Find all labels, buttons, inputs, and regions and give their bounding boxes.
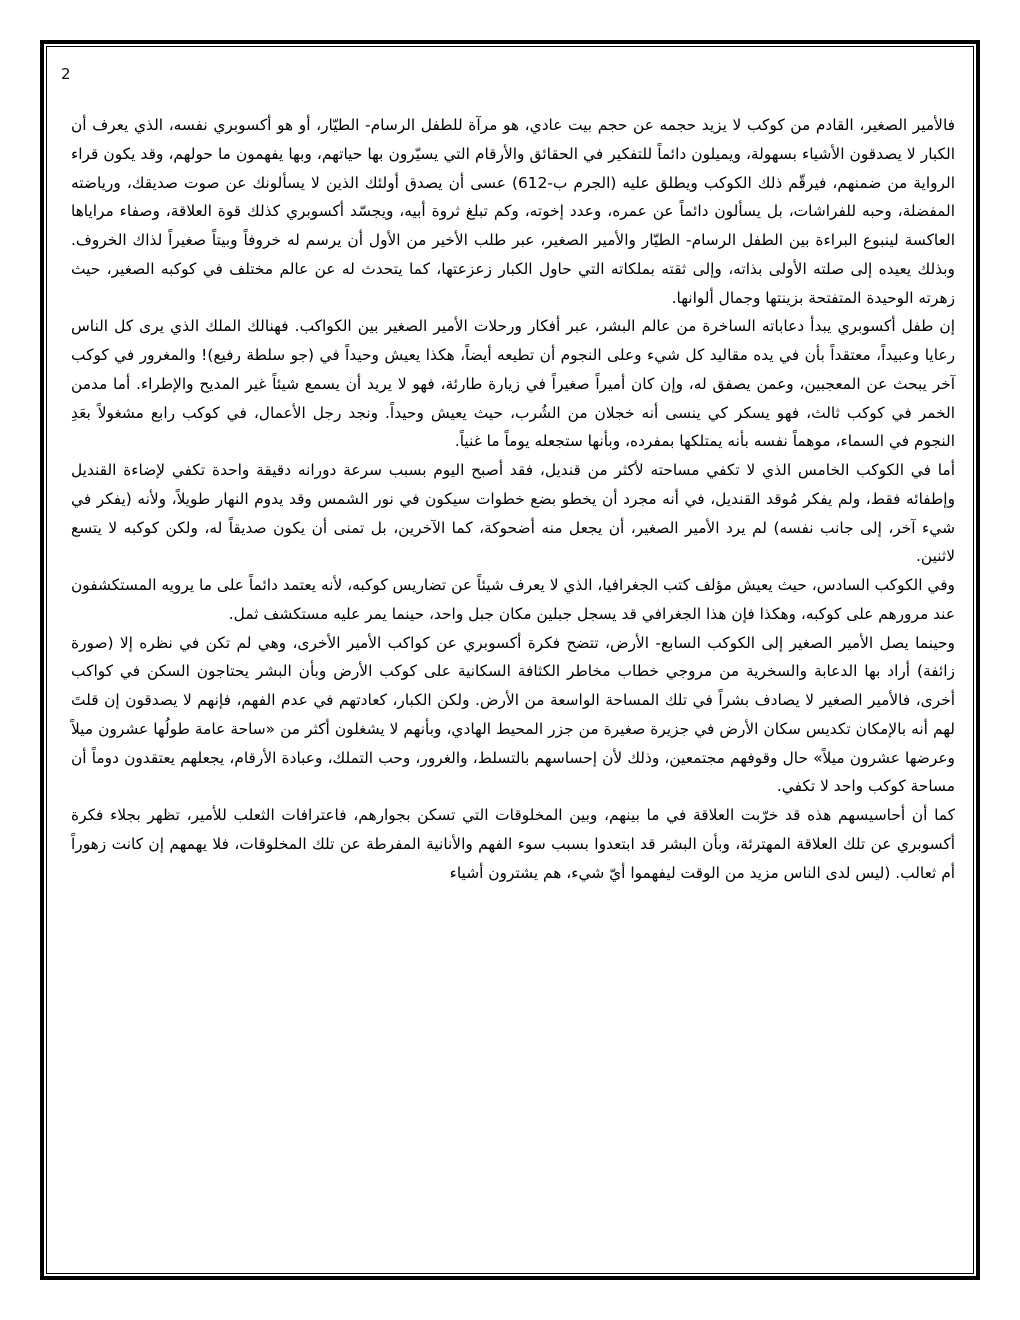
page-border-outer: [40, 40, 980, 1280]
paragraph-3: أما في الكوكب الخامس الذي لا تكفي مساحته لأكثر من قنديل، فقد أصبح اليوم بسبب سرعة دورانه دقيقة واحدة تكفي لإضاءة القنديل وإطفائه فقط، ولم يفكر مُوقد القنديل، في أنه مجرد أن يخطو بضع خطوات سيكون في نور الشمس وقد يدوم النهار طويلاً، ولأنه (يفكر في شيء آخر، إلى جانب نفسه) لم يرد الأمير الصغير، أن يجعل منه أضحوكة، كما الآخرين، بل تمنى أن يكون صديقاً له، ولكن كوكبه لا يتسع لاثنين.: [71, 461, 955, 566]
page-number: 2: [61, 65, 71, 83]
page-border-inner: [46, 46, 974, 1274]
paragraph-4: وفي الكوكب السادس، حيث يعيش مؤلف كتب الجغرافيا، الذي لا يعرف شيئاً عن تضاريس كوكبه، لأنه يعتمد دائماً على ما يرويه المستكشفون عند مرورهم على كوكبه، وهكذا فإن هذا الجغرافي قد يسجل جبلين مكان جبل واحد، حينما يمر عليه مستكشف ثمل.: [71, 576, 955, 623]
paragraph-6: كما أن أحاسيسهم هذه قد خرّبت العلاقة في ما بينهم، وبين المخلوقات التي تسكن بجوارهم، فاعترافات الثعلب للأمير، تظهر بجلاء فكرة أكسوبري عن تلك العلاقة المهترئة، وبأن البشر قد ابتعدوا بسبب سوء الفهم والأنانية المفرطة عن تلك المخلوقات، فلا يهمهم إن كانت زهوراً أم ثعالب. (ليس لدى الناس مزيد من الوقت ليفهموا أيّ شيء، هم يشترون أشياء: [71, 806, 955, 882]
paragraph-2: إن طفل أكسوبري يبدأ دعاباته الساخرة من عالم البشر، عبر أفكار ورحلات الأمير الصغير بين الكواكب. فهنالك الملك الذي يرى كل الناس رعايا وعبيداً، معتقداً بأن في يده مقاليد كل شيء وعلى النجوم أن تطيعه أيضاً، هكذا يعيش وحيداً في (جو سلطة رفيع)! والمغرور في كوكب آخر يبحث عن المعجبين، وعمن يصفق له، وإن كان أميراً صغيراً في زيارة طارئة، فهو لا يريد أن يسمع شيئاً غير المديح والإطراء. أما مدمن الخمر في كوكب ثالث، فهو يسكر كي ينسى أنه خجلان من الشُرب، حيث يعيش وحيداً. ونجد رجل الأعمال، في كوكب رابع مشغولاً بعَدِ النجوم في السماء، موهماً نفسه بأنه يمتلكها بمفرده، وبأنها ستجعله يوماً ما غنياً.: [71, 317, 955, 451]
paragraph-1: فالأمير الصغير، القادم من كوكب لا يزيد حجمه عن حجم بيت عادي، هو مرآة للطفل الرسام- الطيّار، أو هو أكسوبري نفسه، الذي يعرف أن الكبار لا يصدقون الأشياء بسهولة، ويميلون دائماً للتفكير في الحقائق والأرقام التي يسيّرون بها حياتهم، وبها يفهمون ما حولهم، وقد يكون قراء الرواية من ضمنهم، فيرقّم ذلك الكوكب ويطلق عليه (الجرم ب-612) عسى أن يصدق أولئك الذين لا يسألونك عن صوت صديقك، ورياضته المفضلة، وحبه للفراشات، بل يسألون دائماً عن عمره، وعدد إخوته، وكم تبلغ ثروة أبيه، ويجسّد أكسوبري كذلك قوة العلاقة، وصفاء مراياها العاكسة لينبوع البراءة بين الطفل الرسام- الطيّار والأمير الصغير، عبر طلب الأخير من الأول أن يرسم له خروفاً وبيتاً صغيراً لذاك الخروف. وبذلك يعيده إلى صلته الأولى بذاته، وإلى ثقته بملكاته التي حاول الكبار زعزعتها، كما يتحدث له عن عالم مختلف في كوكبه الصغير، حيث زهرته الوحيدة المتفتحة بزينتها وجمال ألوانها.: [71, 116, 955, 307]
paragraph-5: وحينما يصل الأمير الصغير إلى الكوكب السابع- الأرض، تتضح فكرة أكسوبري عن كواكب الأمير الأخرى، وهي لم تكن في نظره إلا (صورة زائفة) أراد بها الدعابة والسخرية من مروجي خطاب مخاطر الكثافة السكانية على كوكب الأرض وبأن البشر يحتاجون السكن في كواكب أخرى، فالأمير الصغير لا يصادف بشراً في تلك المساحة الواسعة من الأرض. ولكن الكبار، كعادتهم في عدم الفهم، فإنهم لا يصدقون إن قلتَ لهم أنه بالإمكان تكديس سكان الأرض في جزيرة صغيرة من جزر المحيط الهادي، وبأنهم لا يشغلون أكثر من «ساحة عامة طولُها عشرون ميلاً وعرضها عشرون ميلاً» حال وقوفهم مجتمعين، وذلك لأن إحساسهم بالتسلط، والغرور، وحب التملك، وعبادة الأرقام، يجعلهم يعتقدون دوماً أن مساحة كوكب واحد لا تكفي.: [71, 633, 955, 796]
document-body: [71, 111, 955, 887]
